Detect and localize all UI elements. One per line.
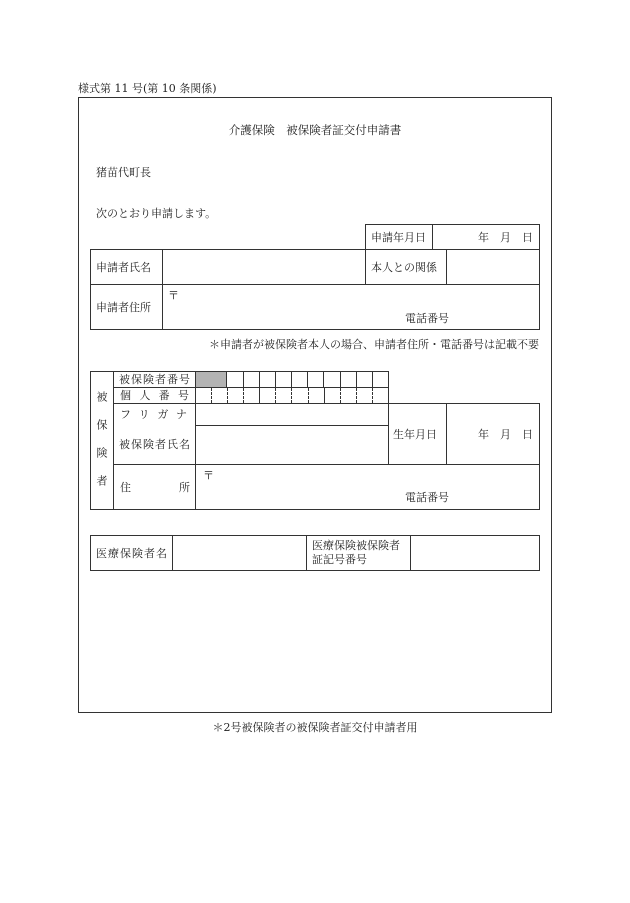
- insured-number-label: 被保険者番号: [119, 373, 191, 386]
- insured-number-shaded-box: [196, 372, 227, 387]
- insured-name-label: 被保険者氏名: [119, 438, 191, 451]
- relation-label: 本人との関係: [371, 260, 437, 274]
- personal-number-digit-box: [357, 388, 373, 403]
- insured-number-boxes: [195, 371, 389, 388]
- medical-insurer-label: 医療保険者名: [96, 546, 168, 560]
- insured-name-label-cell: [113, 403, 196, 465]
- insured-number-digit-box: [292, 372, 308, 387]
- personal-number-digit-box: [341, 388, 357, 403]
- birth-date-label-cell: [388, 403, 447, 465]
- personal-number-digit-box: [212, 388, 228, 403]
- medical-insurer-label-cell: [90, 535, 173, 571]
- application-date-label-cell: [365, 224, 433, 250]
- medical-card-number-label-line2: 証記号番号: [312, 553, 367, 566]
- insured-number-digit-box: [308, 372, 324, 387]
- personal-number-digit-box: [276, 388, 292, 403]
- insured-section-label-cell: [90, 371, 114, 510]
- applicant-name-label-cell: [90, 249, 163, 285]
- personal-number-digit-box: [244, 388, 260, 403]
- medical-insurer-field: [172, 535, 307, 571]
- medical-card-number-field: [410, 535, 540, 571]
- application-date-label: 申請年月日: [371, 230, 426, 244]
- furigana-label-wrap: [120, 404, 187, 425]
- postal-mark: 〒: [203, 469, 214, 482]
- insured-number-digit-box: [227, 372, 243, 387]
- applicant-name-field: [162, 249, 366, 285]
- form-title: 介護保険 被保険者証交付申請書: [228, 123, 402, 137]
- insured-address-label: 住 所: [120, 480, 190, 494]
- relation-field: [446, 249, 540, 285]
- insured-number-digit-box: [324, 372, 340, 387]
- personal-number-digit-box: [260, 388, 276, 403]
- personal-number-digit-box: [325, 388, 341, 403]
- insured-number-label-cell: [113, 371, 196, 388]
- personal-number-digit-box: [228, 388, 244, 403]
- furigana-field: [195, 403, 389, 426]
- insured-number-digit-box: [260, 372, 276, 387]
- application-date-value: 年 月 日: [478, 230, 533, 244]
- birth-date-value-cell: [446, 403, 540, 465]
- insured-name-field: [195, 425, 389, 465]
- insured-number-digit-box: [357, 372, 373, 387]
- intro-text: 次のとおり申請します。: [96, 207, 217, 220]
- insured-address-label-cell: [113, 464, 196, 510]
- applicant-note: ＊申請者が被保険者本人の場合、申請者住所・電話番号は記載不要: [209, 338, 539, 351]
- insured-phone-label: 電話番号: [405, 491, 449, 504]
- insured-number-digit-box: [244, 372, 260, 387]
- medical-card-number-label-line1: 医療保険被保険者: [312, 539, 400, 552]
- postal-mark: 〒: [168, 289, 179, 302]
- insured-address-field: [195, 464, 540, 510]
- form-number: 様式第 11 号(第 10 条関係): [78, 82, 217, 95]
- personal-number-digit-box: [309, 388, 325, 403]
- applicant-name-label: 申請者氏名: [96, 260, 151, 274]
- insured-section-label: 被保険者: [95, 391, 108, 503]
- birth-date-label: 生年月日: [393, 427, 437, 441]
- personal-number-digit-box: [373, 388, 388, 403]
- furigana-label: フ リ ガ ナ: [120, 408, 187, 421]
- addressee: 猪苗代町長: [96, 166, 151, 179]
- applicant-address-field: [162, 284, 540, 330]
- birth-date-value: 年 月 日: [478, 427, 533, 441]
- applicant-address-label: 申請者住所: [96, 300, 151, 314]
- insured-name-label-wrap: [119, 425, 191, 464]
- insured-number-digit-box: [373, 372, 388, 387]
- medical-card-number-label-cell: [306, 535, 411, 571]
- applicant-address-label-cell: [90, 284, 163, 330]
- insured-number-digit-box: [276, 372, 292, 387]
- personal-number-boxes: [195, 387, 389, 404]
- footer-note: ＊2号被保険者の被保険者証交付申請者用: [212, 721, 418, 734]
- personal-number-digit-box: [196, 388, 212, 403]
- application-date-value-cell: [432, 224, 540, 250]
- relation-label-cell: [365, 249, 447, 285]
- personal-number-label: 個 人 番 号: [120, 389, 189, 402]
- personal-number-label-cell: [113, 387, 196, 404]
- insured-number-digit-box: [341, 372, 357, 387]
- personal-number-digit-box: [292, 388, 308, 403]
- applicant-phone-label: 電話番号: [405, 312, 449, 325]
